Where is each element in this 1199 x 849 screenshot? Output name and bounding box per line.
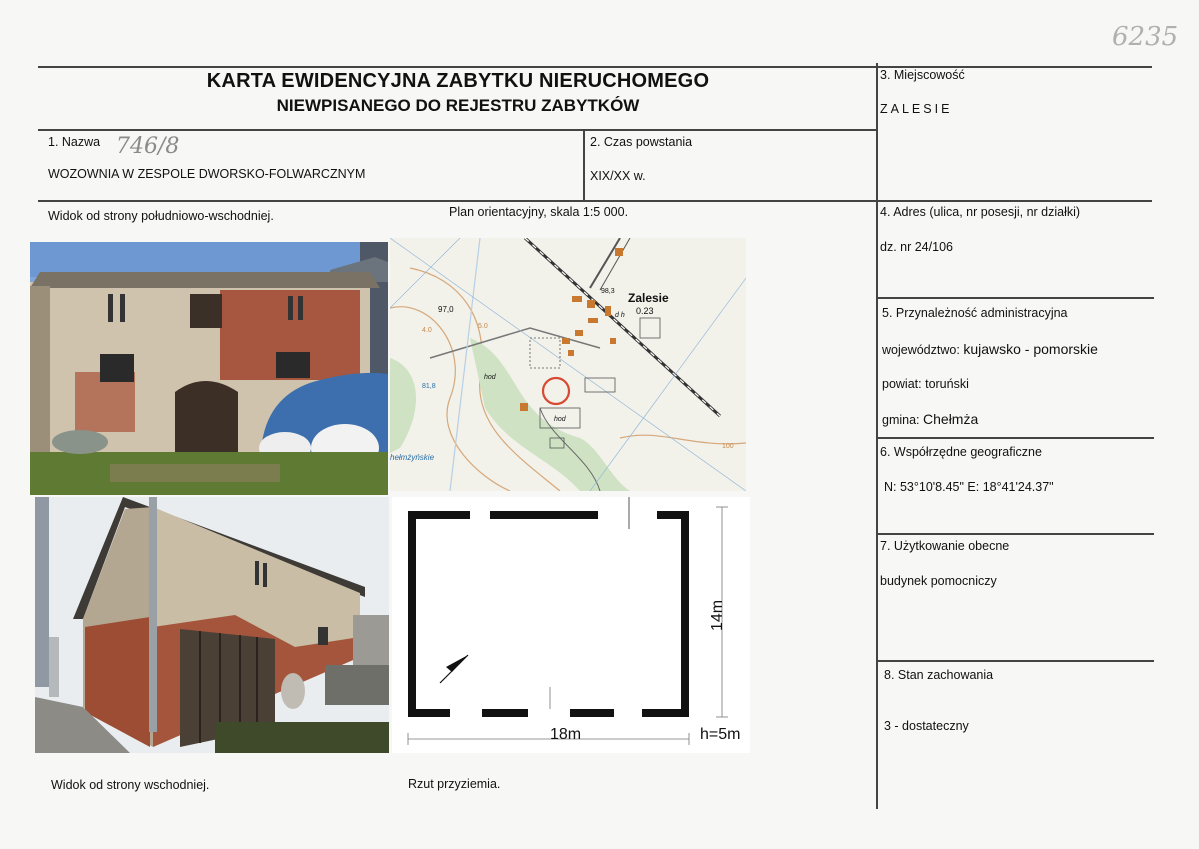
caption-widok-top: Widok od strony południowo-wschodniej. <box>48 209 274 223</box>
map-label-elev-left: 97,0 <box>438 305 454 314</box>
wspolrzedne-label: 6. Współrzędne geograficzne <box>880 445 1042 459</box>
plan-width-label: 18m <box>550 726 582 743</box>
caption-plan: Plan orientacyjny, skala 1:5 000. <box>449 205 629 219</box>
caption-rzut: Rzut przyziemia. <box>408 777 501 791</box>
plan-depth-label: 14m <box>709 599 726 631</box>
rule-r-1 <box>876 297 1154 299</box>
czas-label: 2. Czas powstania <box>590 135 693 149</box>
orientation-map <box>390 238 746 491</box>
map-label-contour-4: 4.0 <box>422 327 432 334</box>
plan-height-label: h=5m <box>700 726 741 743</box>
floor-plan <box>392 497 750 753</box>
map-label-hod-1: hod <box>484 374 496 381</box>
map-label-dh: d h <box>615 312 625 319</box>
powiat-row <box>882 377 969 391</box>
map-label-area: 0.23 <box>636 306 654 316</box>
gmina-value: Chełmża <box>923 411 979 427</box>
map-label-hod-2: hod <box>554 416 566 423</box>
rule-right-column <box>876 63 878 809</box>
wojewodztwo-row <box>882 341 1098 357</box>
czas-value: XIX/XX w. <box>590 169 646 183</box>
map-label-contour-100: 100 <box>722 443 734 450</box>
wspolrzedne-value: N: 53°10'8.45" E: 18°41'24.37" <box>884 480 1054 494</box>
gmina-prefix: gmina: <box>882 413 920 427</box>
rule-r-2 <box>876 437 1154 439</box>
caption-widok-bottom: Widok od strony wschodniej. <box>51 778 210 792</box>
miejscowosc-label: 3. Miejscowość <box>880 68 965 82</box>
rule-title-bottom <box>38 129 876 131</box>
gmina-row <box>882 411 978 427</box>
stan-label: 8. Stan zachowania <box>884 668 994 682</box>
card-title: KARTA EWIDENCYJNA ZABYTKU NIERUCHOMEGO <box>206 70 710 92</box>
photo-south-east-view <box>30 242 388 495</box>
rule-r-3 <box>876 533 1154 535</box>
card-subtitle: NIEWPISANEGO DO REJESTRU ZABYTKÓW <box>276 96 640 115</box>
uzytkowanie-value: budynek pomocniczy <box>880 574 997 588</box>
rule-top <box>38 66 1152 68</box>
wojewodztwo-prefix: województwo: <box>882 343 960 357</box>
photo-east-view <box>35 497 389 753</box>
nazwa-value: WOZOWNIA W ZESPOLE DWORSKO-FOLWARCZNYM <box>48 167 366 181</box>
map-label-elev-mid: 81,8 <box>422 383 436 390</box>
uzytkowanie-label: 7. Użytkowanie obecne <box>880 539 1010 553</box>
powiat-value: toruński <box>925 377 969 391</box>
przynaleznosc-label: 5. Przynależność administracyjna <box>882 306 1068 320</box>
adres-value: dz. nr 24/106 <box>880 240 953 254</box>
miejscowosc-value: ZALESIE <box>880 102 953 116</box>
rule-name-bottom <box>38 200 1152 202</box>
rule-r-4 <box>876 660 1154 662</box>
wojewodztwo-value: kujawsko - pomorskie <box>963 341 1098 357</box>
map-label-elev-top: 98,3 <box>601 288 615 295</box>
nazwa-label: 1. Nazwa <box>48 135 101 149</box>
nazwa-handwritten: 746/8 <box>116 134 180 159</box>
archive-number: 6235 <box>1112 22 1179 52</box>
rule-name-divider <box>583 129 585 200</box>
stan-value: 3 - dostateczny <box>884 719 969 733</box>
powiat-prefix: powiat: <box>882 377 922 391</box>
map-label-river: hełmżyńskie <box>390 453 435 462</box>
map-label-place: Zalesie <box>628 291 669 305</box>
map-label-contour-5: 5.0 <box>478 323 488 330</box>
adres-label: 4. Adres (ulica, nr posesji, nr działki) <box>880 205 1081 219</box>
